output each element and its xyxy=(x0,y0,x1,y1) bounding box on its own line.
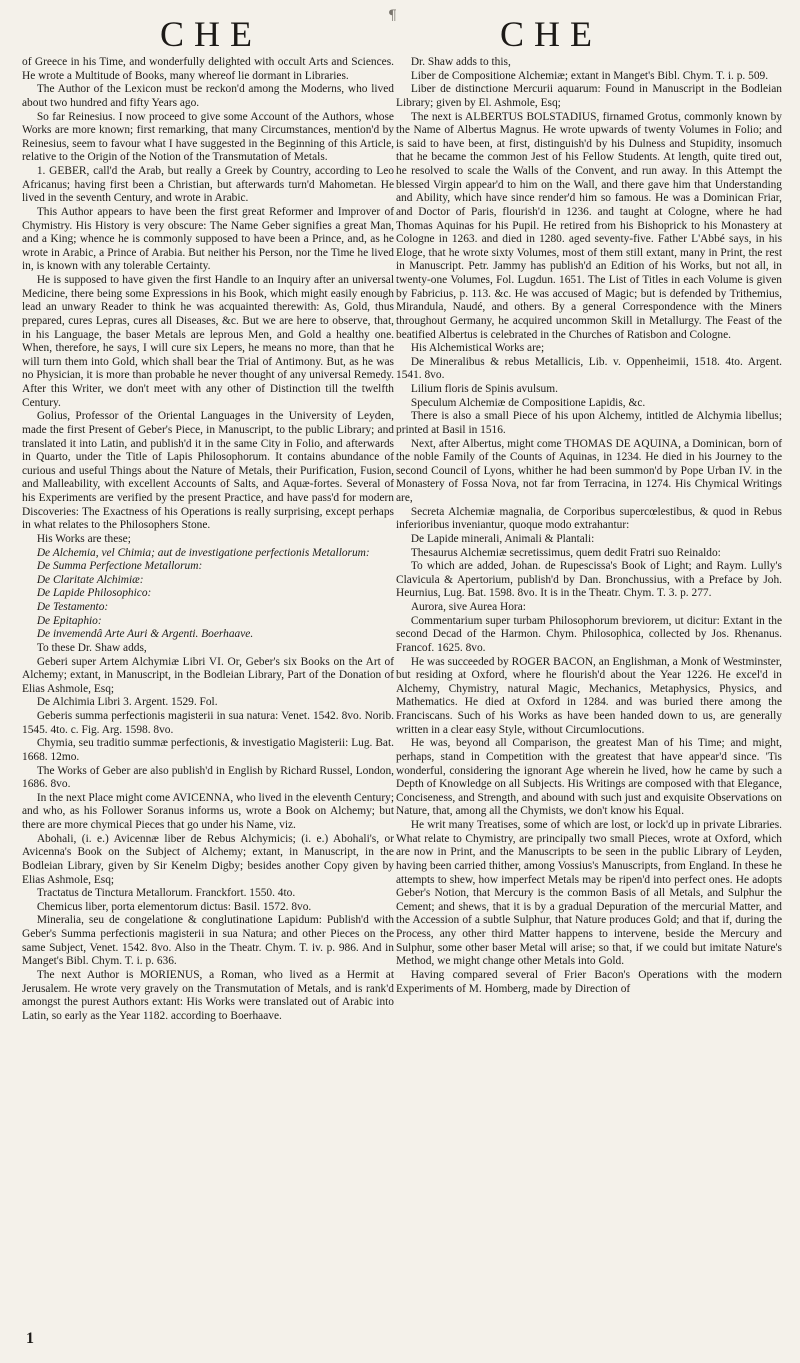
paragraph: Geberis summa perfectionis magisterii in sua natura: Venet. 1542. 8vo. Norib. 1545. 4to. c. Fig. Arg. 1598. 8vo. xyxy=(22,710,394,736)
paragraph: Liber de Compositione Alchemiæ; extant in Manget's Bibl. Chym. T. i. p. 509. xyxy=(410,69,769,82)
left-column xyxy=(22,56,394,1023)
paragraph: Golius, Professor of the Oriental Languages in the University of Leyden, made the first Present of Geber's Piece, in Manuscript, to the public Library; and translated it into Latin, and publish'd it in the same City in Folio, and afterwards in Quarto, under the Title of Lapis Philosophorum. It contains abundance of curious and useful Things about the Nature of Metals, their Purification, Fusion, and Malleability, with excellent Accounts of Salts, and Aquæ-fortes. Several of his Experiments are verified by the present Practice, and have pass'd for modern Discoveries: The Exactness of his Operations is really surprising, except perhaps in what relates to the Philosophers Stone. xyxy=(22,410,394,532)
paragraph: Next, after Albertus, might come THOMAS DE AQUINA, a Dominican, born of the noble Family of the Counts of Aquinas, in 1234. He died in his Journey to the second Council of Lyons, whither he had been summon'd by Pope Urban IV. in the Monastery of Fossa Nova, not far from Terracina, in 1274. His Chymical Writings are, xyxy=(396,437,782,504)
paragraph: The Works of Geber are also publish'd in English by Richard Russel, London, 1686. 8vo. xyxy=(22,764,394,791)
signature-mark: 1 xyxy=(26,1330,34,1347)
paragraph: To these Dr. Shaw adds, xyxy=(36,641,147,654)
paragraph: Secreta Alchemiæ magnalia, de Corporibus supercœlestibus, & quod in Rebus inferioribus inveniantur, quoque modo extrahantur: xyxy=(396,505,782,532)
paragraph: There is also a small Piece of his upon Alchemy, intitled de Alchymia libellus; printed at Basil in 1516. xyxy=(396,410,782,436)
paragraph: He writ many Treatises, some of which are lost, or lock'd up in private Libraries. What relate to Chymistry, are principally two small Pieces, wrote at Oxford, which are now in Print, and the Manuscripts to be seen in the public Library of Leyden, having been carried thither, among Vossius's Manuscripts, from England. In these he attempts to shew, how imperfect Metals may be ripen'd into perfect ones. He adopts Geber's Notion, that Mercury is the common Basis of all Metals, and Sulphur the Cement; and shews, that it is by a gradual Depuration of the mercurial Matter, and the Accession of a subtle Sulphur, that Nature produces Gold; and that if, during the Process, any other third Matter happens to intervene, beside the Mercury and Sulphur, some other baser Metal will arise; so that, if we could but imitate Nature's Method, we might change other Metals into Gold. xyxy=(396,819,782,968)
paragraph: Speculum Alchemiæ de Compositione Lapidis, &c. xyxy=(410,396,646,409)
paragraph: De Testamento: xyxy=(36,601,109,613)
paragraph: He was, beyond all Comparison, the greatest Man of his Time; and might, perhaps, stand in Competition with the greatest that have appear'd since. 'Tis wonderful, considering the ignorant Age wherein he lived, how he came by such a Depth of Knowledge on all Subjects. His Writings are composed with that Elegance, Conciseness, and Strength, and abound with such just and exquisite Observations on Nature, that, among all the Chymists, we don't know his Equal. xyxy=(396,737,782,818)
paragraph: De invemendâ Arte Auri & Argenti. Boerhaave. xyxy=(36,628,254,641)
header-right: CHE xyxy=(500,14,602,54)
paragraph: De Epitaphio: xyxy=(36,614,102,627)
paragraph: Lilium floris de Spinis avulsum. xyxy=(410,383,558,395)
paragraph: Thesaurus Alchemiæ secretissimus, quem dedit Fratri suo Reinaldo: xyxy=(410,546,721,559)
paragraph: Liber de distinctione Mercurii aquarum: Found in Manuscript in the Bodleian Library; given by El. Ashmole, Esq; xyxy=(396,83,782,109)
paragraph: De Mineralibus & rebus Metallicis, Lib. v. Oppenheimii, 1518. 4to. Argent. 1541. 8vo. xyxy=(396,355,782,382)
header-left: CHE xyxy=(160,14,262,54)
paragraph: De Summa Perfectione Metallorum: xyxy=(36,560,203,573)
paragraph: Chemicus liber, porta elementorum dictus: Basil. 1572. 8vo. xyxy=(36,900,312,913)
paragraph: De Lapide minerali, Animali & Plantali: xyxy=(410,532,595,545)
paragraph: Having compared several of Frier Bacon's Operations with the modern Experiments of M. Homberg, made by Direction of xyxy=(396,968,782,995)
paragraph: Aurora, sive Aurea Hora: xyxy=(410,601,526,613)
running-header xyxy=(0,8,800,54)
paragraph: Commentarium super turbam Philosophorum breviorem, ut dicitur: Extant in the second Decad of the Harmon. Chym. Philosophica, collected by Jos. Rhenanus. Francof. 1625. 8vo. xyxy=(396,614,782,654)
right-column xyxy=(396,56,782,996)
paragraph: 1. GEBER, call'd the Arab, but really a Greek by Country, according to Leo Africanus; having first been a Christian, but afterwards turn'd Mahometan. He lived in the seventh Century, and wrote in Arabic. xyxy=(22,165,394,205)
paragraph: He is supposed to have given the first Handle to an Inquiry after an universal Medicine, there being some Expressions in his Book, which might easily enough lead an unwary Reader to think he was acquainted therewith: As, Gold, thus prepared, cures Lepras, cures all Diseases, &c. But we are here to observe, that, in his Language, the baser Metals are leprous Men, and Gold a healthy one. When, therefore, he says, I will cure six Lepers, he means no more, than that he will turn them into Gold, which shall bear the Trial of Antimony. But, as he was no Physician, it is more than probable he never thought of any universal Remedy. After this Writer, we don't meet with any other of Distinction till the twelfth Century. xyxy=(22,274,394,409)
paragraph: His Works are these; xyxy=(36,532,131,545)
paragraph: of Greece in his Time, and wonderfully delighted with occult Arts and Sciences. He wrote a Multitude of Books, many whereof lie dormant in Libraries. xyxy=(22,56,394,82)
paragraph: Abohali, (i. e.) Avicennæ liber de Rebus Alchymicis; (i. e.) Abohali's, or Avicenna's Book on the Subject of Alchemy; extant, in Manuscript, in the Bodleian Library, given by Sir Kenelm Digby; besides another Copy given by Elias Ashmole, Esq; xyxy=(22,832,394,886)
paragraph: De Lapide Philosophico: xyxy=(36,587,152,600)
paragraph: Geberi super Artem Alchymiæ Libri VI. Or, Geber's six Books on the Art of Alchemy; extant, in Manuscript, in the Bodleian Library, Part of the Donation of Elias Ashmole, Esq; xyxy=(22,655,394,695)
paragraph: Mineralia, seu de congelatione & conglutinatione Lapidum: Publish'd with Geber's Summa perfectionis magisterii in sua Natura; and other Pieces on the same Subject, Venet. 1542. 8vo. Also in the Theatr. Chym. T. iv. p. 986. And in Manget's Bibl. Chym. T. i. p. 636. xyxy=(22,914,394,968)
paragraph: So far Reinesius. I now proceed to give some Account of the Authors, whose Works are more known; first remarking, that many Circumstances, mention'd by Reinesius, seem to favour what I have suggested in the Beginning of this Article, relative to the Origin of the Notion of the Transmutation of Metals. xyxy=(22,110,394,164)
paragraph: Dr. Shaw adds to this, xyxy=(410,56,511,68)
paragraph: To which are added, Johan. de Rupescissa's Book of Light; and Raym. Lully's Clavicula & Apertorium, publish'd by Dan. Bronchussius, with a Preface by Joh. Heurnius, Lug. Bat. 1598. 8vo. It is in the Theatr. Chym. T. 3. p. 277. xyxy=(396,560,782,600)
paragraph: De Alchimia Libri 3. Argent. 1529. Fol. xyxy=(36,696,218,709)
paragraph: The next Author is MORIENUS, a Roman, who lived as a Hermit at Jerusalem. He wrote very gravely on the Transmutation of Metals, and is rank'd amongst the purest Authors extant: His Works were translated out of Arabic into Latin, so early as the Year 1182. according to Boerhaave. xyxy=(22,968,394,1022)
paragraph: This Author appears to have been the first great Reformer and Improver of Chymistry. His History is very obscure: The Name Geber signifies a great Man, and a King; whence he is commonly supposed to have been a Prince, and, as he wrote in Arabic, a Prince of Arabia. But neither his Person, nor the Time he lived in, is known with any tolerable Certainty. xyxy=(22,205,394,273)
paragraph: The Author of the Lexicon must be reckon'd among the Moderns, who lived about two hundred and fifty Years ago. xyxy=(22,83,394,109)
paragraph: Chymia, seu traditio summæ perfectionis, & investigatio Magisterii: Lug. Bat. 1668. 12mo. xyxy=(22,737,394,763)
paragraph: De Claritate Alchimiæ: xyxy=(36,573,144,586)
paragraph: His Alchemistical Works are; xyxy=(410,342,545,355)
page-mark: ¶ xyxy=(388,8,397,24)
paragraph: In the next Place might come AVICENNA, who lived in the eleventh Century; and who, as his Follower Soranus informs us, wrote a Book on Alchemy; but there are more chymical Pieces that go under his Name, viz. xyxy=(22,791,394,831)
paragraph: Tractatus de Tinctura Metallorum. Franckfort. 1550. 4to. xyxy=(36,887,296,900)
paragraph: He was succeeded by ROGER BACON, an Englishman, a Monk of Westminster, but residing at Oxford, where he flourish'd about the Year 1226. He excel'd in Alchemy, Chymistry, natural Magic, Mechanics, Metaphysics, Physics, and Mathematics. He died at Oxford in 1284. and was buried there among the Franciscans. Such of his Works as have been handed down to us, are generally written in a clear easy Style, without Circumlocutions. xyxy=(396,655,782,736)
paragraph: The next is ALBERTUS BOLSTADIUS, firnamed Grotus, commonly known by the Name of Albertus Magnus. He wrote upwards of twenty Volumes in Folio; and is said to have been, at first, distinguish'd by his Dulness and Stupidity, insomuch that he became the common Jest of his Fellow Students. At length, quite tired out, he resolved to scale the Walls of the Convent, and run away. In this Attempt the blessed Virgin appear'd to him on the Wall, and there gave him that Understanding and Ability, which have since render'd him so famous. He was a Dominican Friar, and Doctor of Paris, flourish'd in 1236. and taught at Cologne, where he had Thomas Aquinas for his Pupil. He retired from his Bishoprick to his Monastery at Cologne in 1263. and died in 1280. aged seventy-five. Father L'Abbé says, in his Eloge, that he wrote sixty Volumes, most of them still extant, many in Print, the rest in Manuscript. Petr. Jammy has publish'd an Edition of his Works, but not all, in twenty-one Volumes, Fol. Lugdun. 1651. The List of Titles in each Volume is given by Fabricius, p. 113. &c. He was accused of Magic; but is defended by Trithemius, Mirandula, Naudé, and others. By a general Correspondence with the Miners throughout Germany, he acquired uncommon Skill in Metallurgy. The Feast of the beatified Albertus is celebrated in the Churches of Ratisbon and Cologne. xyxy=(396,110,782,341)
paragraph: De Alchemia, vel Chimia; aut de investigatione perfectionis Metallorum: xyxy=(36,546,370,559)
